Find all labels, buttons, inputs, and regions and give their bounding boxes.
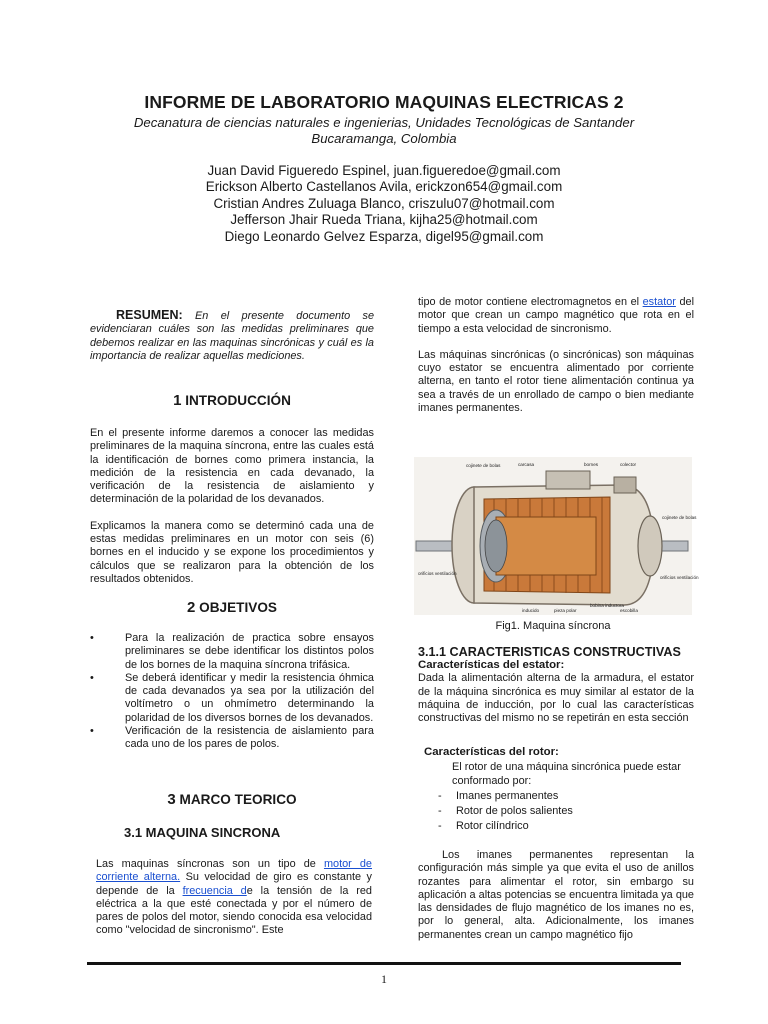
estator-section <box>418 659 694 725</box>
intro-paragraph: Explicamos la manera como se determinó cada una de estas medidas preliminares en un motor con seis (6) bornes en el inducido y se expone los procedimientos y cálculos que se realizaron para la obtención de los resultados obtenidos. <box>90 519 374 585</box>
section-title: INTRODUCCIÓN <box>185 393 291 408</box>
section-heading-objetivos <box>90 599 374 616</box>
dash-icon: - <box>438 805 442 818</box>
section-title: MARCO TEORICO <box>179 792 297 807</box>
link-motor-corriente-alterna[interactable]: motor de corriente alterna. <box>96 858 372 884</box>
figure-label: inducido <box>522 608 540 613</box>
estator-text: Dada la alimentación alterna de la armadura, el estator de la máquina sincrónica es muy similar al estator de la máquina de inducción, por lo cual las características constructivas del mismo no se repetirán en esta sección <box>418 672 694 725</box>
figure-caption: Fig1. Maquina síncrona <box>495 620 611 632</box>
figure-label: bobina inductora <box>590 603 624 608</box>
imanes-paragraph <box>418 849 694 942</box>
rotor-heading: Características del rotor: <box>424 746 559 758</box>
abstract-label: RESUMEN: <box>116 308 183 322</box>
body-text: e la tensión de la red eléctrica a la que esté conectada y por el número de pares de polos del motor, siendo conocida esa velocidad como "velocidad de sincronismo". Este <box>96 884 372 937</box>
figure-label: cojinete de bolas <box>466 463 501 468</box>
author-line: Diego Leonardo Gelvez Esparza, digel95@gmail.com <box>224 229 544 244</box>
footer-rule <box>87 962 681 965</box>
body-text: del motor que crean un campo magnético que rota en el tiempo a esta velocidad de sincronismo. <box>418 296 694 335</box>
body-text: Su velocidad de giro es constante y depende de la <box>96 871 372 897</box>
section-heading-introduccion <box>90 392 374 409</box>
list-item-text: Rotor de polos salientes <box>456 805 573 818</box>
bullet-icon: • <box>90 725 94 738</box>
right-intro <box>418 296 694 415</box>
rotor-body <box>496 517 596 575</box>
rear-bearing <box>638 516 662 576</box>
figure-label: colector <box>620 462 637 467</box>
motor-cutaway-figure <box>414 457 699 615</box>
dash-icon: - <box>438 789 442 802</box>
list-item <box>424 790 694 803</box>
abstract-text: En el presente documento se evidenciaran cuáles son las medidas preliminares que debemos realizar en las maquinas sincrónicas y cuál es la importancia de realizar aquellas mediciones. <box>90 310 374 362</box>
rotor-intro: El rotor de una máquina sincrónica puede estar <box>452 761 681 774</box>
figure-label: orificios ventilación <box>418 571 457 576</box>
link-estator[interactable]: estator <box>642 296 676 308</box>
list-item <box>90 672 374 725</box>
paper-title: INFORME DE LABORATORIO MAQUINAS ELECTRICAS 2 <box>144 92 624 112</box>
list-item <box>424 805 694 818</box>
estator-heading: Características del estator: <box>418 659 565 671</box>
list-item <box>90 632 374 672</box>
affiliation-line: Decanatura de ciencias naturales e ingenierias, Unidades Tecnológicas de Santander <box>133 115 635 130</box>
body-text: Las maquinas síncronas son un tipo de <box>96 858 324 870</box>
abstract <box>90 309 374 363</box>
list-item-text: Imanes permanentes <box>456 789 559 802</box>
terminal-box <box>546 471 590 489</box>
link-frecuencia[interactable]: frecuencia d <box>182 884 247 897</box>
subsection-heading-caracteristicas-constructivas: 3.1.1 CARACTERISTICAS CONSTRUCTIVAS <box>418 645 681 659</box>
intro-paragraph: En el presente informe daremos a conocer las medidas preliminares de la maquina síncrona, entre las cuales está la identificación de bornes como primera instancia, la medición de la resistencia en cada devanado, la verificación de la resistencia de aislamiento y determinación de la polaridad de los devanados. <box>90 427 374 506</box>
list-item-text: Para la realización de practica sobre ensayos preliminares se debe identificar los distintos polos de los bornes de la maquina síncrona trifásica. <box>125 632 374 671</box>
figure-label: escobilla <box>620 608 638 613</box>
author-line: Jefferson Jhair Rueda Triana, kijha25@hotmail.com <box>230 212 538 227</box>
collector <box>614 477 636 493</box>
list-item-text: Verificación de la resistencia de aislamiento para cada uno de los pares de polos. <box>125 725 374 751</box>
section-title: OBJETIVOS <box>199 600 277 615</box>
body-paragraph: Las máquinas sincrónicas (o sincrónicas) son máquinas cuyo estator se encuentra alimentado por corriente alterna, en tanto el rotor tiene alimentación continua ya sea a través de un enrollado de campo o bien mediante imanes permanentes. <box>418 348 694 415</box>
author-line: Cristian Andres Zuluaga Blanco, criszulu07@hotmail.com <box>213 196 555 211</box>
rotor-intro: conformado por: <box>452 774 532 787</box>
figure-label: bornes <box>584 462 599 467</box>
objectives-list <box>90 632 374 752</box>
list-item-text: Rotor cilíndrico <box>456 820 529 833</box>
body-text: tipo de motor contiene electromagnetos en el <box>418 296 643 308</box>
list-item <box>90 725 374 752</box>
intro-body <box>90 427 374 586</box>
list-item <box>424 820 694 833</box>
subsection-heading-maquina-sincrona: 3.1 MAQUINA SINCRONA <box>124 825 281 840</box>
body-paragraph: Los imanes permanentes representan la configuración más simple ya que evita el uso de anillos rozantes para alimentar el rotor, sin embargo su aplicación a altas potencias se encuentra limitada ya que las densidades de flujo magnético de los imanes no es, por lo general, alta. Adicionalmente, los imanes permanentes crean un campo magnético fijo <box>418 849 694 941</box>
location-line: Bucaramanga, Colombia <box>311 131 457 146</box>
section-number: 3 <box>167 791 176 808</box>
bullet-icon: • <box>90 632 94 644</box>
dash-icon: - <box>438 820 442 833</box>
page-number: 1 <box>381 972 387 986</box>
maquina-sincrona-body <box>96 858 372 938</box>
rotor-core <box>485 520 507 572</box>
list-item-text: Se deberá identificar y medir la resistencia óhmica de cada devanados ya sea por la utilización del voltímetro o un ohmímetro determinando la polaridad de los diversos bornes de los devanados. <box>125 671 374 724</box>
figure-label: carcasa <box>518 462 535 467</box>
author-line: Erickson Alberto Castellanos Avila, erickzon654@gmail.com <box>205 179 563 194</box>
bullet-icon: • <box>90 671 94 684</box>
section-number: 1 <box>173 392 182 409</box>
author-line: Juan David Figueredo Espinel, juan.figueredoe@gmail.com <box>207 163 561 178</box>
rotor-section <box>424 746 694 834</box>
section-number: 2 <box>187 599 196 616</box>
figure-label: orificios ventilación <box>660 575 699 580</box>
figure-label: pieza polar <box>554 608 577 613</box>
figure-label: cojinete de bolas <box>662 515 697 520</box>
section-heading-marco-teorico <box>90 791 374 808</box>
